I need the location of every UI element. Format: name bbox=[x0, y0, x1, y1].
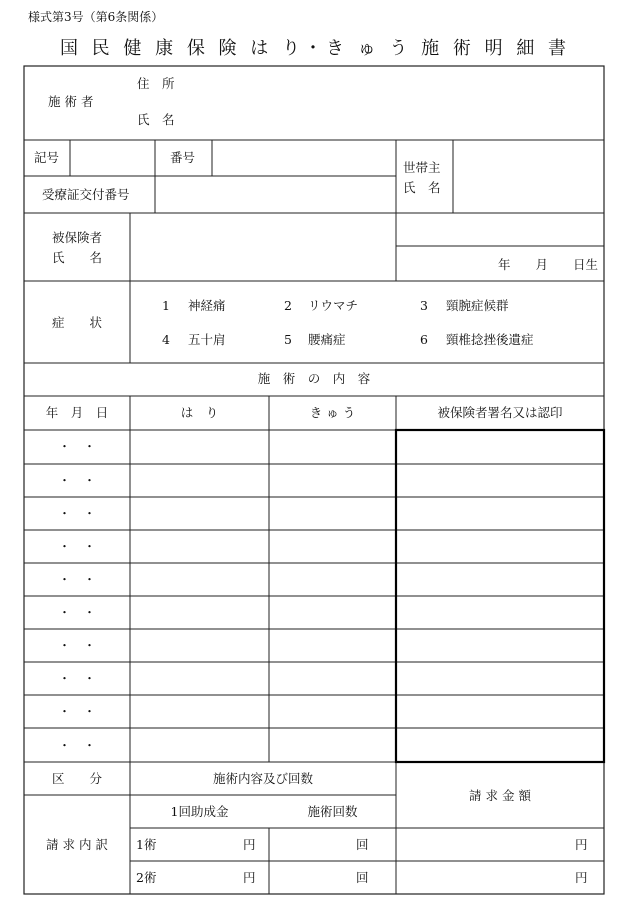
breakdown-row-amount: 円 bbox=[575, 870, 588, 885]
practitioner-label: 施 術 者 bbox=[48, 94, 94, 109]
column-hari: は り bbox=[180, 405, 219, 420]
form-title: 国 民 健 康 保 険 は り・き ゅ う 施 術 明 細 書 bbox=[59, 38, 571, 59]
date-cell: ・ ・ bbox=[58, 605, 96, 620]
symptom-name: 五十肩 bbox=[188, 332, 226, 347]
claim-amount-label: 請 求 金 額 bbox=[469, 788, 531, 803]
symptom-name: 頸椎捻挫後遺症 bbox=[446, 332, 534, 347]
treatment-count-label: 施術回数 bbox=[307, 804, 358, 819]
per-subsidy-label: 1回助成金 bbox=[170, 804, 229, 819]
breakdown-row-yen: 円 bbox=[243, 870, 256, 885]
symptom-no: 4 bbox=[162, 332, 170, 347]
symbol-label: 記号 bbox=[34, 150, 60, 165]
address-label: 住 所 bbox=[137, 76, 175, 91]
practitioner-name-label: 氏 名 bbox=[137, 112, 175, 127]
insured-label: 被保険者 bbox=[51, 230, 102, 245]
date-cell: ・ ・ bbox=[58, 671, 96, 686]
symptom-name: 頸腕症候群 bbox=[446, 298, 509, 313]
breakdown-row-times: 回 bbox=[356, 870, 369, 885]
breakdown-row-label: 2術 bbox=[136, 870, 157, 885]
form-number: 様式第3号（第6条関係） bbox=[28, 10, 164, 24]
category-label: 区 分 bbox=[51, 771, 102, 786]
date-cell: ・ ・ bbox=[58, 473, 96, 488]
symptom-name: 神経痛 bbox=[188, 298, 226, 313]
column-date: 年 月 日 bbox=[45, 405, 109, 420]
column-kyu: き ゅ う bbox=[309, 405, 356, 420]
breakdown-row-amount: 円 bbox=[575, 837, 588, 852]
column-signature: 被保険者署名又は認印 bbox=[437, 405, 563, 420]
breakdown-row-label: 1術 bbox=[136, 837, 157, 852]
symptoms-label: 症 状 bbox=[51, 315, 102, 330]
symptom-name: 腰痛症 bbox=[308, 332, 346, 347]
householder-name-label: 氏 名 bbox=[403, 180, 441, 195]
symptom-no: 1 bbox=[162, 298, 170, 313]
claim-breakdown-label: 請 求 内 訳 bbox=[46, 837, 108, 852]
breakdown-row-yen: 円 bbox=[243, 837, 256, 852]
date-cell: ・ ・ bbox=[58, 738, 96, 753]
treatment-content-label: 施 術 の 内 容 bbox=[257, 371, 371, 386]
date-cell: ・ ・ bbox=[58, 704, 96, 719]
date-cell: ・ ・ bbox=[58, 638, 96, 653]
symptom-no: 3 bbox=[420, 298, 428, 313]
date-cell: ・ ・ bbox=[58, 539, 96, 554]
number-label: 番号 bbox=[170, 150, 196, 165]
cert-number-label: 受療証交付番号 bbox=[42, 187, 130, 202]
symptom-name: リウマチ bbox=[308, 298, 359, 313]
symptom-no: 5 bbox=[284, 332, 292, 347]
content-count-label: 施術内容及び回数 bbox=[212, 771, 313, 786]
insured-name-label: 氏 名 bbox=[51, 250, 102, 265]
symptom-no: 6 bbox=[420, 332, 428, 347]
date-cell: ・ ・ bbox=[58, 439, 96, 454]
date-cell: ・ ・ bbox=[58, 572, 96, 587]
symptom-no: 2 bbox=[284, 298, 292, 313]
breakdown-row-times: 回 bbox=[356, 837, 369, 852]
birth-date-label: 年 月 日生 bbox=[497, 257, 598, 272]
date-cell: ・ ・ bbox=[58, 506, 96, 521]
householder-label: 世帯主 bbox=[403, 160, 441, 175]
